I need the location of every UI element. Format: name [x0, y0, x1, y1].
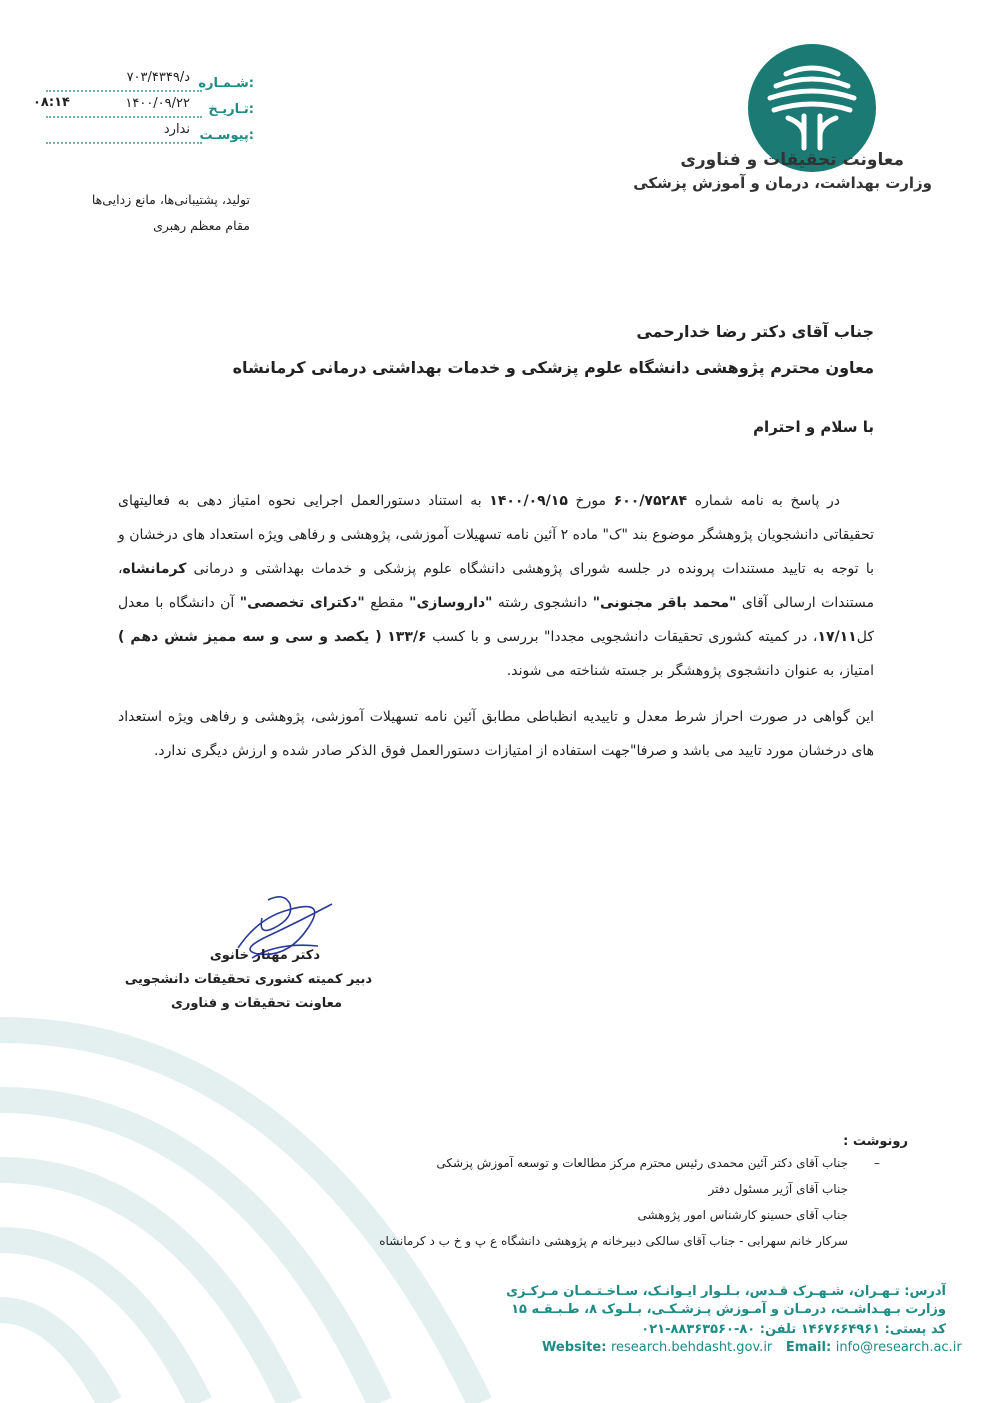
number-label: شـمـاره: — [198, 76, 254, 91]
attachment-value: ندارد — [163, 122, 190, 137]
recipient-name: جناب آقای دکتر رضا خدارحمی — [636, 322, 874, 341]
letter-date: ۱۴۰۰/۰۹/۲۲ — [125, 96, 190, 111]
dotted-line — [46, 142, 202, 144]
bullet-dash: – — [874, 1156, 880, 1170]
footer-address-1: آدرس: تـهـران، شـهـرک قـدس، بـلـوار ایـوانـک، سـاخـتـمـان مـرکـزی — [506, 1284, 946, 1299]
greeting: با سلام و احترام — [753, 418, 874, 436]
dotted-line — [46, 116, 202, 118]
copy-item: جناب آقای آژیر مسئول دفتر — [708, 1182, 848, 1196]
watermark-arcs — [0, 990, 560, 1403]
email-link[interactable]: info@research.ac.ir — [835, 1340, 962, 1355]
footer-address-2: وزارت بـهـداشـت، درمـان و آمـوزش پـزشـکـی، بـلـوک ۸، طـبـقـه ۱۵ — [511, 1302, 946, 1317]
signer-department: معاونت تحقیقات و فناوری — [170, 996, 342, 1011]
recipient-title: معاون محترم پژوهشی دانشگاه علوم پزشکی و خدمات بهداشتی درمانی کرمانشاه — [232, 358, 874, 377]
letter-number: ۷۰۳/۴۳۴۹/د — [126, 70, 190, 85]
signer-title: دبیر کمیته کشوری تحقیقات دانشجویی — [124, 972, 372, 987]
dotted-line — [46, 90, 202, 92]
attachment-label: پيوسـت: — [199, 128, 254, 143]
signer-name: دکتر مهناز خانوی — [209, 948, 320, 963]
copy-item: سرکار خانم سهرابی - جناب آقای سالکی دبیرخانه م پژوهشی دانشگاه ع پ و خ ب د کرمانشاه — [379, 1234, 848, 1248]
letter-time: ۰۸:۱۴ — [33, 95, 70, 110]
date-label: تـاريـخ: — [208, 102, 254, 117]
letter-number-row — [44, 70, 254, 98]
motto-source: مقام معظم رهبری — [153, 218, 250, 233]
motto-line: تولید، پشتیبانی‌ها، مانع زدایی‌ها — [91, 192, 250, 207]
copies-heading: رونوشت : — [843, 1134, 908, 1149]
body-paragraph-1: در پاسخ به نامه شماره ۶۰۰/۷۵۲۸۴ مورخ ۱۴۰۰/۰۹/۱۵ به استناد دستورالعمل اجرایی نحوه امتیاز دهی به فعالیتهای تحقیقاتی دانشجویان پژوهشگر موضوع بند "ک" ماده ۲ آئین نامه تسهیلات آموزشی، پژوهشی و رفاهی ویژه استعداد های درخشان و با توجه به تایید مستندات پرونده در جلسه شورای پژوهشی دانشگاه علوم پزشکی و خدمات بهداشتی و درمانی کرمانشاه، مستندات ارسالی آقای "محمد باقر مجنونی" دانشجوی رشته "داروسازی" مقطع "دکترای تخصصی" آن دانشگاه با معدل کل۱۷/۱۱، در کمیته کشوری تحقیقات دانشجویی مجددا" بررسی و با کسب ۱۳۳/۶ ( یکصد و سی و سه ممیز شش دهم ) امتیاز، به عنوان دانشجوی پژوهشگر بر جسته شناخته می شوند. — [118, 493, 875, 679]
body-paragraph-2: این گواهی در صورت احراز شرط معدل و تاییدیه انظباطی مطابق آئین نامه تسهیلات آموزشی، پژوهشی و رفاهی ویژه استعداد های درخشان مورد تایید می باشد و صرفا"جهت استفاده از امتیازات دستورالعمل فوق الذکر صادر شده و ارزش دیگری ندارد. — [118, 709, 874, 759]
org-name: معاونت تحقیقات و فناوری — [680, 150, 904, 170]
footer-web: Website: research.behdasht.gov.ir Email: info@research.ac.ir — [542, 1340, 962, 1355]
attachment-row — [44, 122, 254, 150]
ministry-name: وزارت بهداشت، درمان و آموزش پزشکی — [633, 174, 932, 192]
copy-item: جناب آقای حسینو کارشناس امور پژوهشی — [637, 1208, 848, 1222]
copy-item: جناب آقای دکتر آئین محمدی رئیس محترم مرکز مطالعات و توسعه آموزش پزشکی — [436, 1156, 848, 1170]
footer-contact: کد پستی: ۱۴۶۷۶۶۴۹۶۱ تلفن: ۸۰-۸۸۳۶۳۵۶۰-۰۲۱ — [641, 1322, 946, 1337]
website-link[interactable]: research.behdasht.gov.ir — [610, 1340, 773, 1355]
